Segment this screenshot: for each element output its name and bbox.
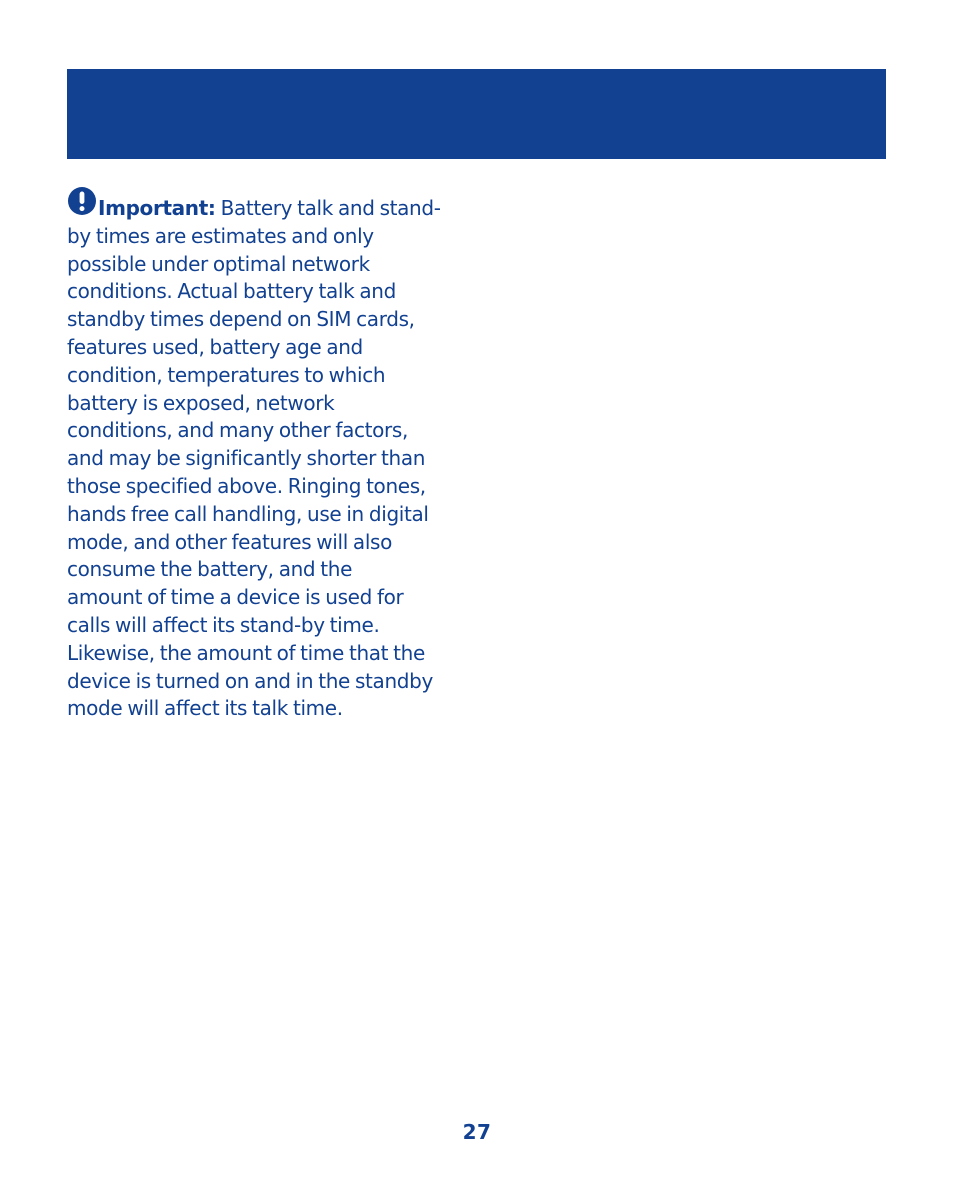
note-line: conditions, and many other factors, <box>67 418 408 443</box>
header-band <box>67 69 886 159</box>
note-line: mode, and other features will also <box>67 529 392 554</box>
note-line: and may be significantly shorter than <box>67 446 426 471</box>
note-line: calls will affect its stand-by time. <box>67 612 380 637</box>
note-line: those specified above. Ringing tones, <box>67 473 426 498</box>
note-line: standby times depend on SIM cards, <box>67 307 415 332</box>
note-line: possible under optimal network <box>67 251 370 276</box>
important-note <box>67 186 467 723</box>
note-line: condition, temperatures to which <box>67 362 386 387</box>
note-line <box>67 186 467 223</box>
page-number: 27 <box>462 1120 492 1144</box>
exclamation-circle-icon <box>67 186 97 216</box>
note-line: conditions. Actual battery talk and <box>67 279 396 304</box>
note-line: hands free call handling, use in digital <box>67 501 429 526</box>
note-paragraph <box>67 186 467 723</box>
note-line: Likewise, the amount of time that the <box>67 640 425 665</box>
note-line-text: Battery talk and stand- <box>220 196 441 220</box>
note-line: amount of time a device is used for <box>67 585 404 610</box>
note-line: features used, battery age and <box>67 334 363 359</box>
note-line: consume the battery, and the <box>67 557 353 582</box>
note-line: mode will affect its talk time. <box>67 696 343 721</box>
important-label: Important: <box>98 196 216 220</box>
note-line: battery is exposed, network <box>67 390 335 415</box>
note-line: by times are estimates and only <box>67 223 374 248</box>
note-line: device is turned on and in the standby <box>67 668 433 693</box>
